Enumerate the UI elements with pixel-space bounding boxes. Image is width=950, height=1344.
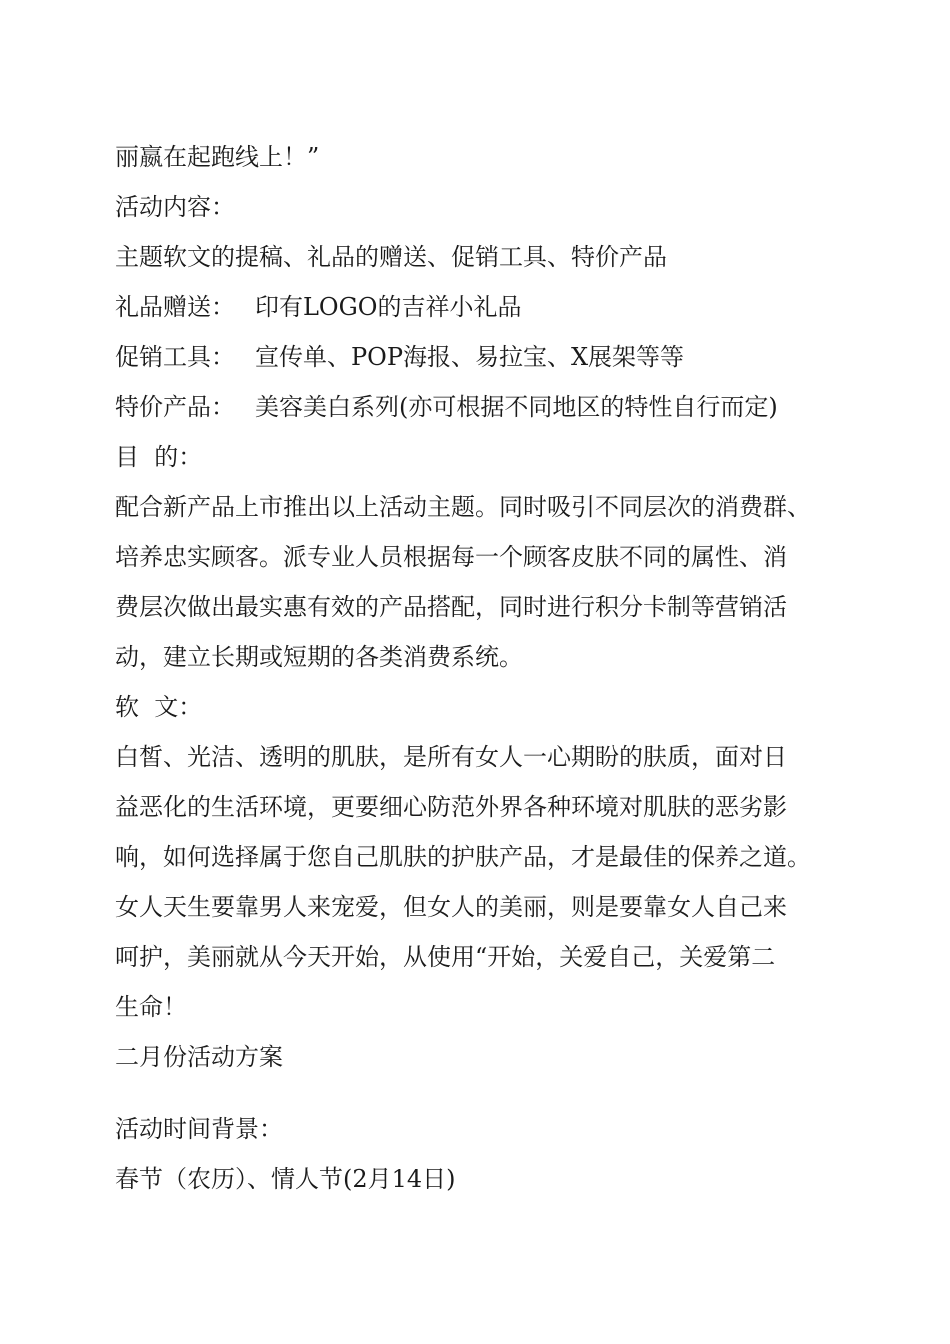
tools-label: 促销工具： [115,343,235,371]
paragraph-line: 主题软文的提稿、礼品的赠送、促销工具、特价产品 [115,243,667,271]
document-body [115,132,845,1204]
tools-value: 宣传单、POP海报、易拉宝、X展架等等 [255,343,685,371]
specials-row [115,382,845,432]
paragraph-line: 白皙、光洁、透明的肌肤，是所有女人一心期盼的肤质，面对日 [115,743,787,771]
section-title-february: 二月份活动方案 [115,1043,283,1071]
paragraph-line: 女人天生要靠男人来宠爱，但女人的美丽，则是要靠女人自己来 [115,893,787,921]
paragraph-line: 配合新产品上市推出以上活动主题。同时吸引不同层次的消费群、 [115,493,811,521]
gifts-value: 印有LOGO的吉祥小礼品 [255,293,522,321]
specials-label: 特价产品： [115,393,235,421]
section-heading-time: 活动时间背景： [115,1115,283,1143]
paragraph-line: 益恶化的生活环境，更要细心防范外界各种环境对肌肤的恶劣影 [115,793,787,821]
gifts-row [115,282,845,332]
paragraph-line: 动，建立长期或短期的各类消费系统。 [115,643,523,671]
tools-row [115,332,845,382]
paragraph-line: 呵护，美丽就从今天开始，从使用“开始，关爱自己，关爱第二 [115,943,776,971]
paragraph-line: 费层次做出最实惠有效的产品搭配，同时进行积分卡制等营销活 [115,593,787,621]
section-heading-purpose: 目 的： [115,443,203,471]
paragraph-line: 生命！ [115,993,187,1021]
section-heading-softcopy: 软 文： [115,693,203,721]
specials-value: 美容美白系列(亦可根据不同地区的特性自行而定) [255,393,778,421]
gifts-label: 礼品赠送： [115,293,235,321]
paragraph-line: 响，如何选择属于您自己肌肤的护肤产品，才是最佳的保养之道。 [115,843,811,871]
section-heading-activity-content: 活动内容： [115,193,235,221]
paragraph-line: 丽嬴在起跑线上！” [115,143,320,171]
paragraph-line: 培养忠实顾客。派专业人员根据每一个顾客皮肤不同的属性、消 [115,543,787,571]
spacer [115,1082,845,1104]
paragraph-line: 春节（农历）、情人节(2月14日) [115,1165,456,1193]
